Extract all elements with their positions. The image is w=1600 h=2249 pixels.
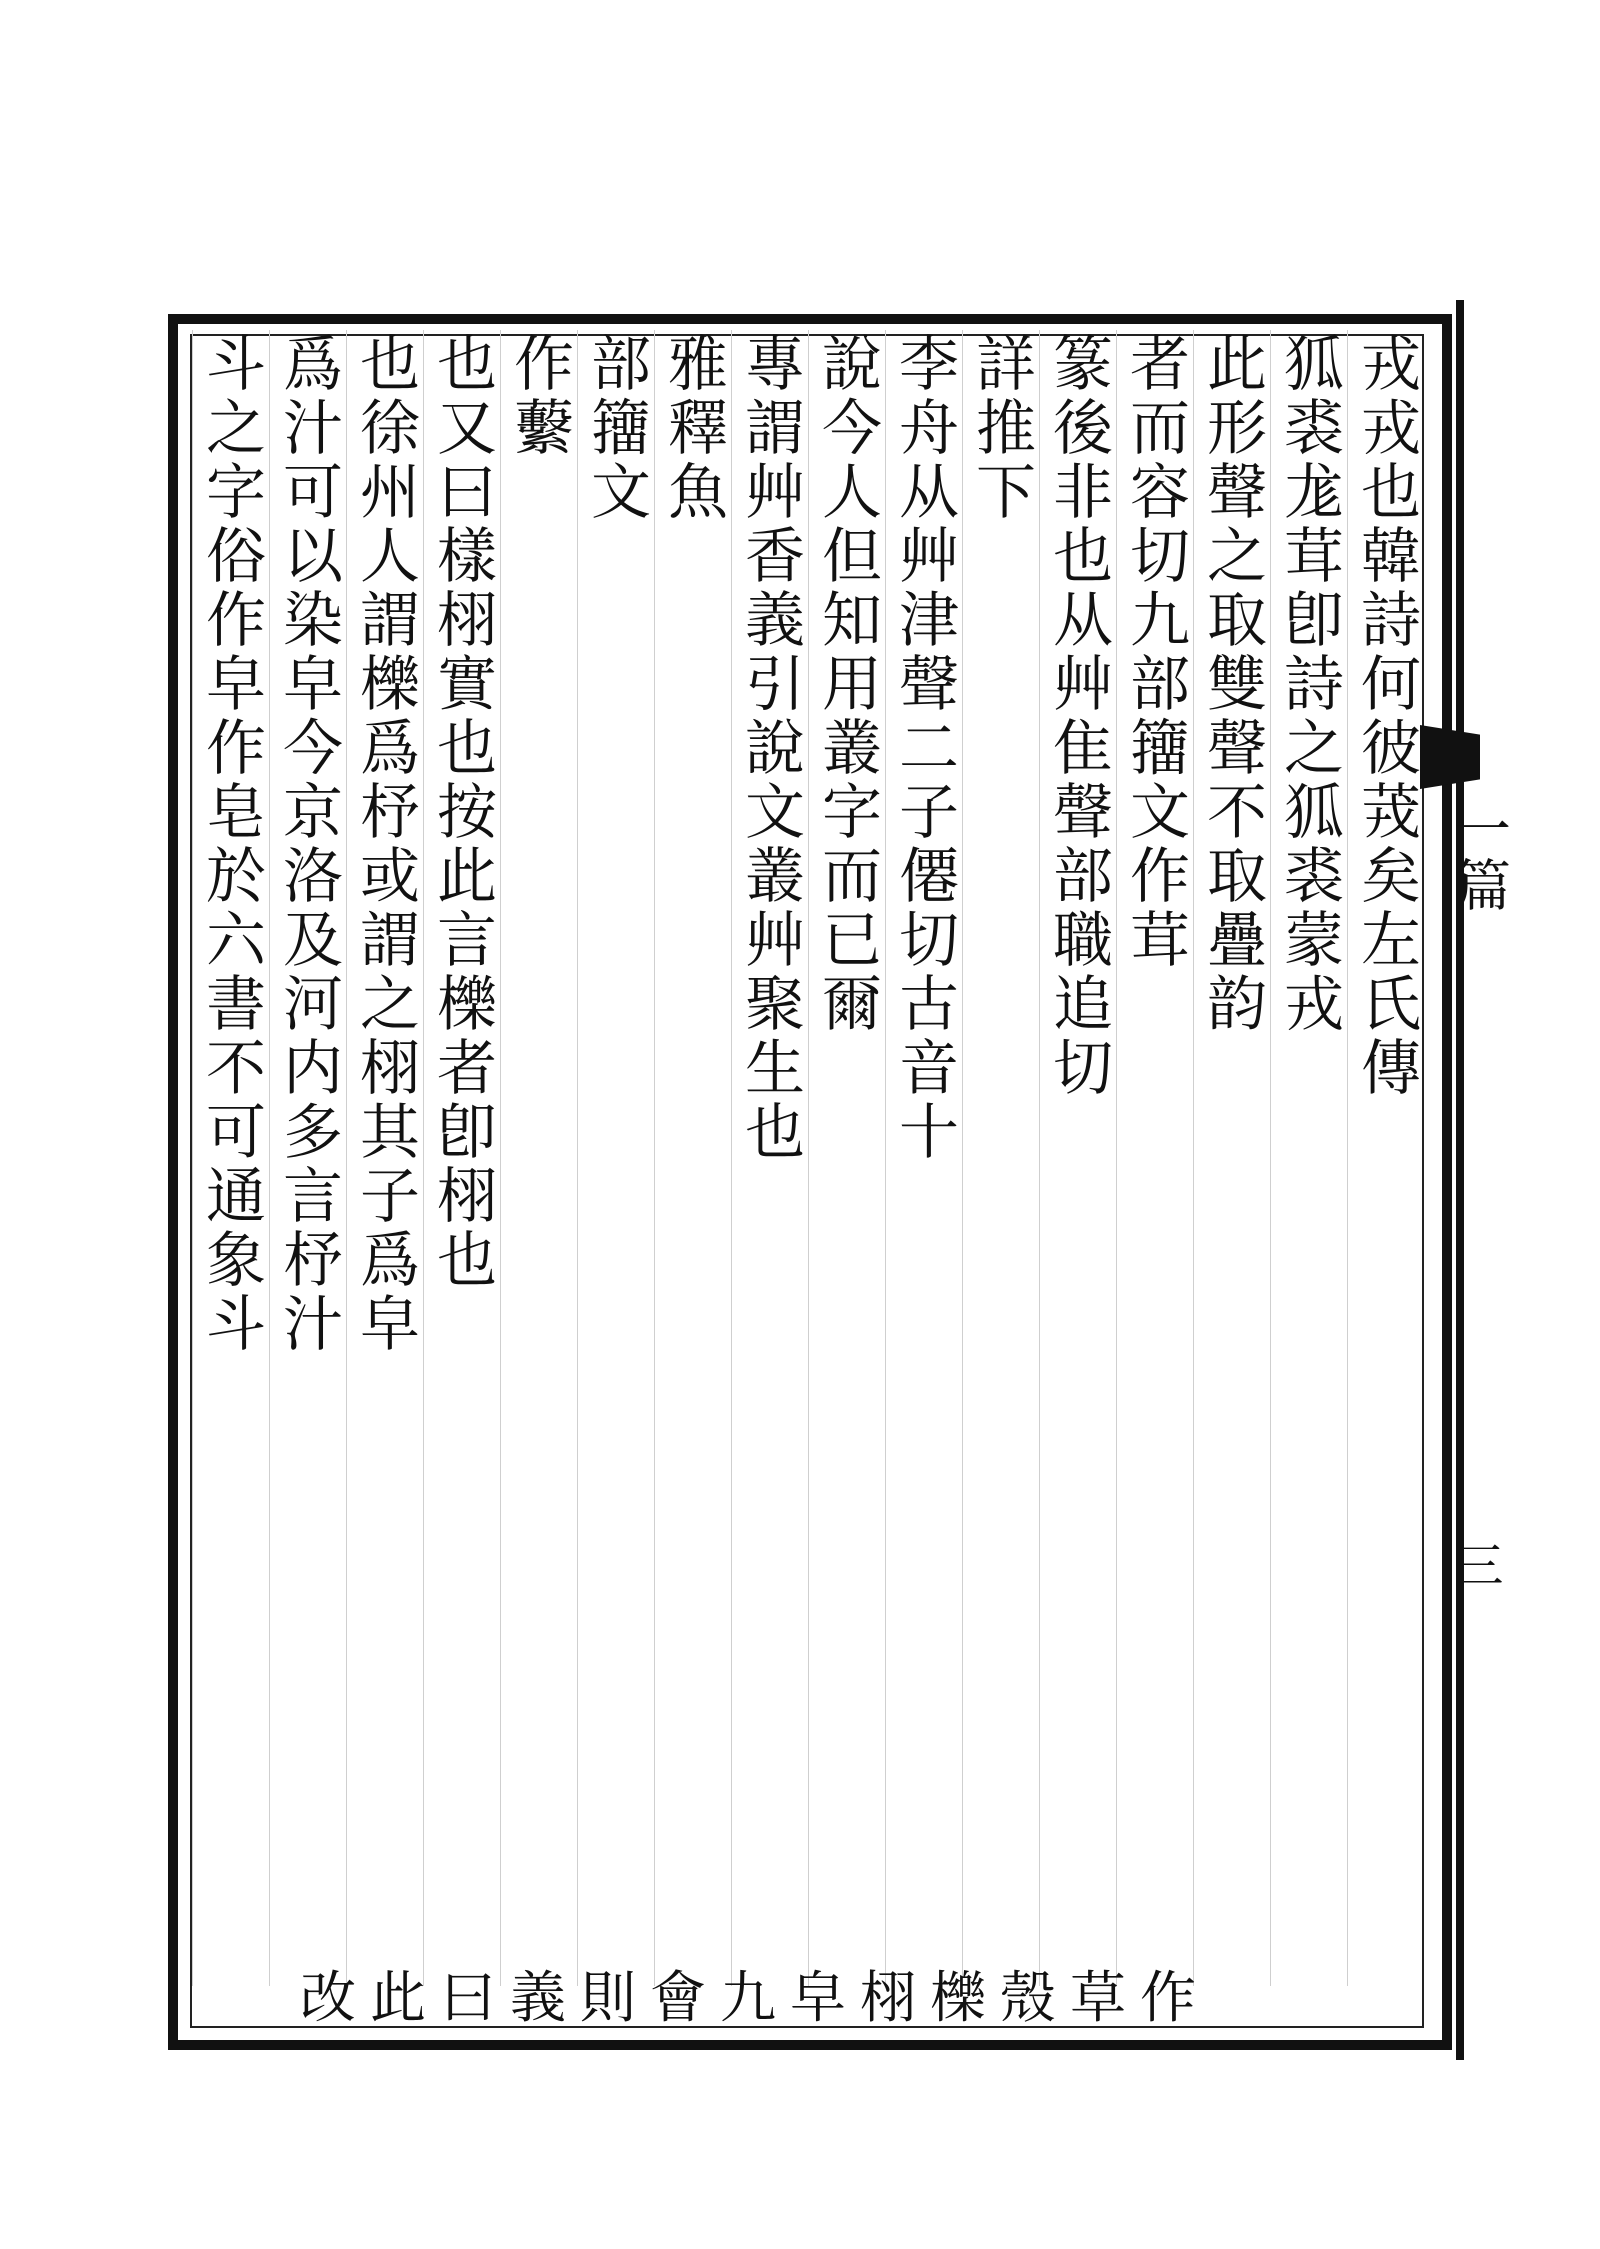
- text-column-9: 專謂艸香義引說文叢艸聚生也: [731, 330, 808, 1986]
- text-column-10: 雅釋魚: [654, 330, 731, 1986]
- text-column-5: 篆後非也从艸隹聲部職追切: [1039, 330, 1116, 1986]
- text-column-7: 李舟从艸津聲二子僊切古音十: [885, 330, 962, 1986]
- text-column-13: 也又曰樣栩實也按此言櫟者卽栩也: [423, 330, 500, 1986]
- page-edge-rule: [1456, 300, 1464, 2060]
- text-column-3: 此形聲之取雙聲不取疊韵: [1193, 330, 1270, 1986]
- text-column-15: 爲汁可以染皁今京洛及河内多言杼汁: [269, 330, 346, 1986]
- fish-tail-mark: [1420, 725, 1480, 789]
- text-column-16: 斗之字俗作皁作皂於六書不可通象斗: [192, 330, 269, 1986]
- text-column-4: 者而容切九部籒文作茸: [1116, 330, 1193, 1986]
- volume-label: 一篇: [1446, 800, 1511, 912]
- text-column-11: 部籒文: [577, 330, 654, 1986]
- text-column-2: 狐裘尨茸卽詩之狐裘蒙戎: [1270, 330, 1347, 1986]
- text-columns: [192, 330, 1424, 1986]
- text-column-14: 也徐州人謂櫟爲杼或謂之栩其子爲皁: [346, 330, 423, 1986]
- text-column-12: 作蘻: [500, 330, 577, 1986]
- text-column-6: 詳推下: [962, 330, 1039, 1986]
- page-number: 三: [1447, 1540, 1503, 1588]
- text-column-1: 戎戎也韓詩何彼茙矣左氏傳: [1347, 330, 1424, 1986]
- bottom-text-line: 改此曰義則會九皁栩櫟殼草作: [300, 1966, 1210, 2026]
- text-column-8: 說今人但知用叢字而已爾: [808, 330, 885, 1986]
